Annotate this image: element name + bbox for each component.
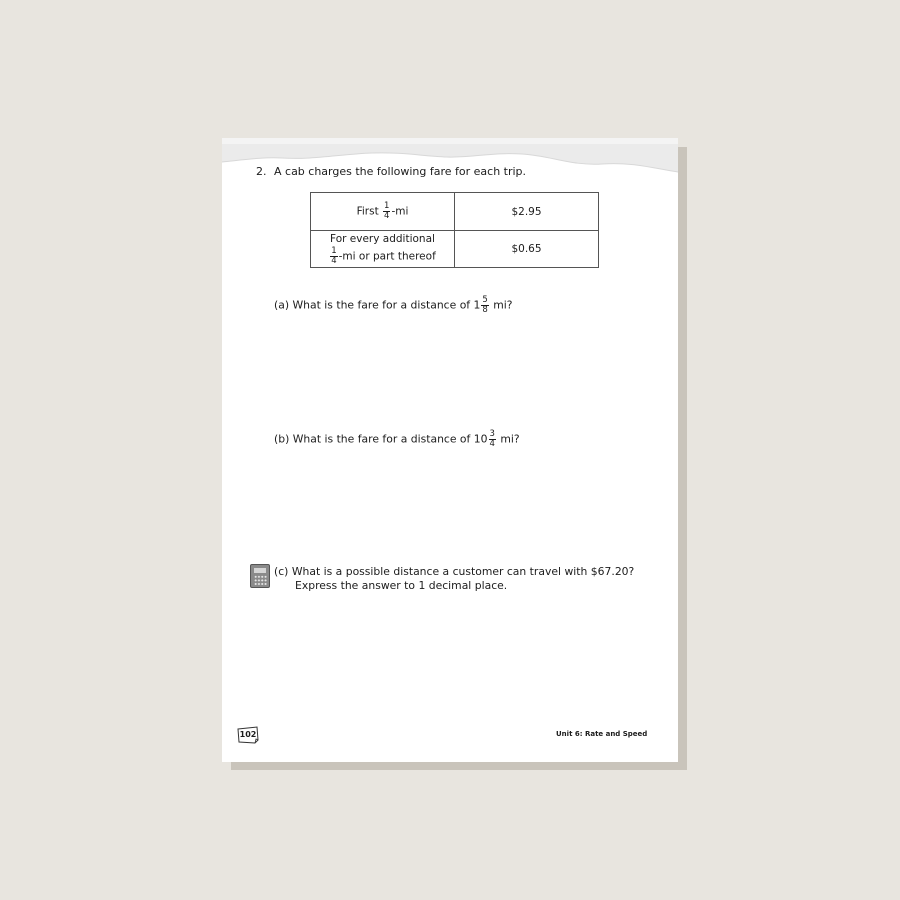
- fraction-denominator: 4: [384, 211, 390, 221]
- rule-line1: For every additional: [330, 233, 435, 245]
- part-unit: mi?: [493, 298, 513, 312]
- fraction-numerator: 1: [331, 246, 337, 256]
- fare-rule-cell: [311, 231, 455, 268]
- fare-price-cell: $2.95: [455, 193, 599, 231]
- part-b: [274, 430, 520, 449]
- fraction: [489, 430, 496, 449]
- part-unit: mi?: [500, 432, 520, 446]
- part-text: What is the fare for a distance of 1: [292, 298, 481, 312]
- table-row: [311, 231, 599, 268]
- page-number: 102: [239, 730, 257, 739]
- question-number: 2.: [256, 165, 267, 178]
- rule-suffix: -mi: [391, 205, 409, 218]
- part-label: (a): [274, 298, 290, 312]
- worksheet-page: [222, 138, 678, 762]
- page-number-badge: [238, 727, 258, 743]
- part-label: (b): [274, 432, 290, 446]
- fare-rule-cell: [311, 193, 455, 231]
- table-row: [311, 193, 599, 231]
- fraction-denominator: 4: [489, 439, 495, 449]
- fraction-denominator: 8: [482, 305, 488, 315]
- part-text: What is the fare for a distance of 10: [292, 432, 488, 446]
- fare-price-cell: $0.65: [455, 231, 599, 268]
- fraction-numerator: 3: [489, 429, 495, 439]
- part-text-line1: What is a possible distance a customer can travel with $67.20?: [291, 565, 635, 578]
- part-c: [274, 565, 634, 593]
- fraction: [481, 296, 488, 315]
- fraction: [330, 247, 337, 266]
- fraction-numerator: 5: [482, 295, 488, 305]
- part-text-line2: Express the answer to 1 decimal place.: [295, 579, 508, 592]
- fraction-denominator: 4: [331, 256, 337, 266]
- fare-table: [310, 192, 599, 268]
- fraction: [383, 202, 390, 221]
- calculator-icon: [250, 564, 270, 588]
- rule-line2: -mi or part thereof: [338, 250, 436, 263]
- part-a: [274, 296, 513, 315]
- unit-title: Unit 6: Rate and Speed: [556, 730, 648, 738]
- fraction-numerator: 1: [384, 201, 390, 211]
- part-label: (c): [274, 565, 289, 578]
- rule-prefix: First: [356, 205, 379, 218]
- question-text: A cab charges the following fare for each trip.: [274, 165, 527, 178]
